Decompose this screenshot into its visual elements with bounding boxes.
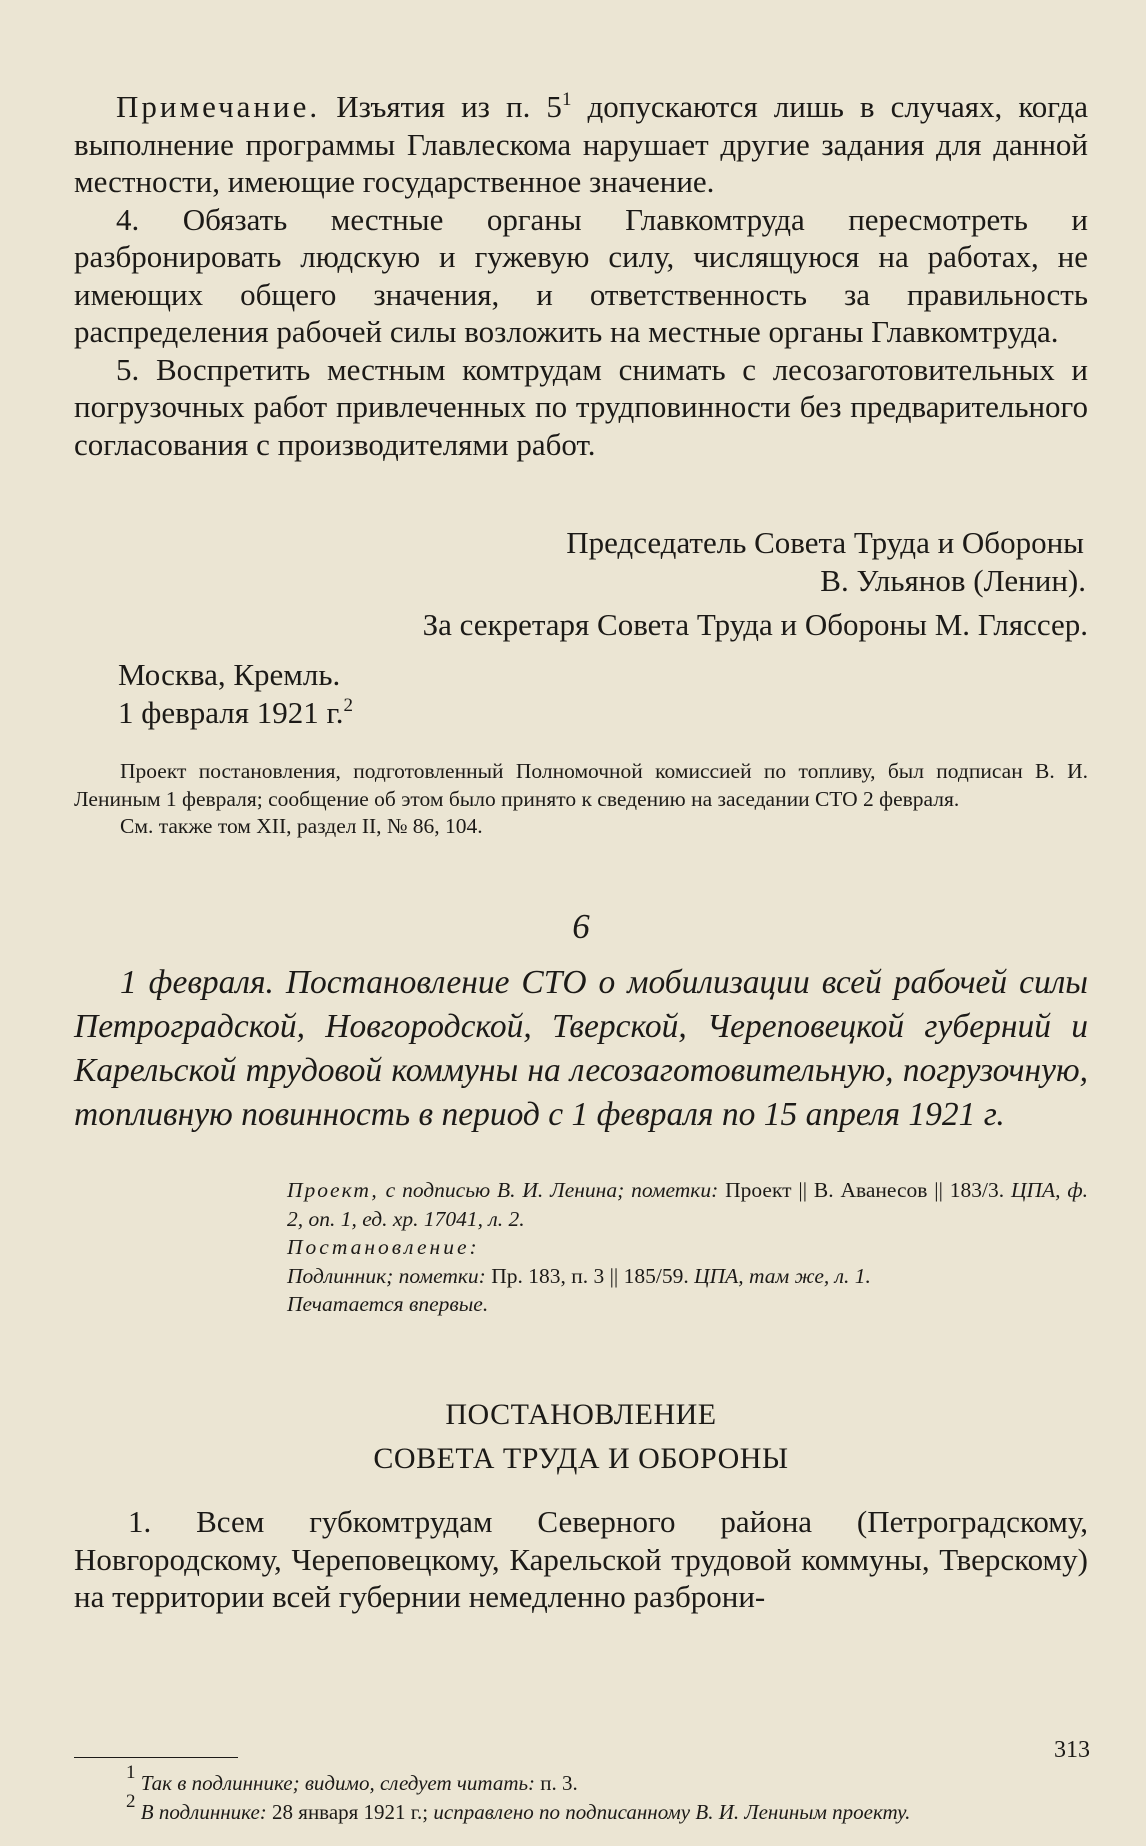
decree-body — [74, 1503, 1088, 1616]
document-number: 6 — [572, 907, 590, 946]
commentary-text: Проект постановления, подготовленный Полномочной комиссией по топливу, был подписан В. И. Лениным 1 февраля; сообщение об этом было принято к сведению на заседании СТО 2 февраля. — [74, 759, 1088, 811]
document-heading — [74, 961, 1088, 1137]
note-paragraph — [74, 88, 1088, 201]
place: Москва, Кремль. — [118, 657, 341, 692]
footnote-ref-1[interactable]: 1 — [561, 89, 572, 110]
body-top — [74, 88, 1088, 463]
decree-label: Постановление: — [287, 1235, 480, 1259]
chair-title: Председатель Совета Труда и Обороны — [566, 525, 1084, 560]
place-date — [118, 656, 1132, 731]
note-rest: допускаются лишь в случаях, когда выполнение программы Главлескома нарушает другие задания для данной местности, имеющие государственное значение. — [74, 89, 1089, 199]
decree-title-line1: ПОСТАНОВЛЕНИЕ — [445, 1398, 717, 1431]
footnote-2: $^2$ В подлиннике: 28 января 1921 г.; исправлено по подписанному В. И. Лениным проекту. — [126, 1791, 911, 1824]
secretary-block — [74, 606, 1088, 644]
note-text: Изъятия из п. 5 — [336, 89, 562, 124]
item-4: 4. Обязать местные органы Главкомтруда пересмотреть и разбронировать людскую и гужевую силу, числящуюся на работах, не имеющих общего значения, и ответственность за правильность распределения рабочей силы возложить на местные органы Главкомтруда. — [74, 201, 1088, 349]
see-also: См. также том XII, раздел II, № 86, 104. — [120, 814, 483, 838]
footnotes — [74, 1762, 1088, 1827]
archival-meta — [287, 1176, 1088, 1233]
date: 1 февраля 1921 г.$^2$ — [118, 694, 353, 730]
decree-title-line2: СОВЕТА ТРУДА И ОБОРОНЫ — [373, 1442, 789, 1475]
document-heading-text: 1 февраля. Постановление СТО о мобилизации всей рабочей силы Петроградской, Новгородской, Тверской, Череповецкой губерний и Карельской трудовой коммуны на лесозаготовительную, погрузочную, топливную повинность в период с 1 февраля по 15 апреля 1921 г. — [74, 964, 1088, 1133]
first-published: Печатается впервые. — [287, 1292, 489, 1316]
footnote-1: $^1$ Так в подлиннике; видимо, следует читать: п. 3. — [126, 1762, 578, 1795]
note-label: Примечание. — [116, 89, 321, 124]
project-meta: Проект, с подписью В. И. Ленина; пометки: Проект || В. Аванесов || 183/3. ЦПА, ф. 2, оп. 1, ед. хр. 17041, л. 2. — [287, 1178, 1089, 1231]
archival-meta-2 — [287, 1233, 1088, 1319]
page-number: 313 — [1054, 1737, 1090, 1763]
original-meta: Подлинник; пометки: Пр. 183, п. 3 || 185/59. ЦПА, там же, л. 1. — [287, 1263, 871, 1288]
footnote-divider — [74, 1757, 238, 1758]
footnote-ref-2[interactable]: 2 — [343, 694, 353, 716]
decree-item-1: 1. Всем губкомтрудам Северного района (Петроградскому, Новгородскому, Череповецкому, Карельской трудовой коммуны, Тверскому) на территории всей губернии немедленно разброни- — [74, 1504, 1088, 1614]
commentary — [74, 758, 1088, 841]
signatures — [74, 524, 1088, 599]
decree-title — [74, 1393, 1088, 1481]
secretary-line: За секретаря Совета Труда и Обороны М. Гляссер. — [422, 607, 1088, 642]
chair-name: В. Ульянов (Ленин). — [820, 562, 1086, 598]
item-5: 5. Воспретить местным комтрудам снимать с лесозаготовительных и погрузочных работ привлеченных по трудповинности без предварительного согласования с производителями работ. — [74, 351, 1088, 462]
